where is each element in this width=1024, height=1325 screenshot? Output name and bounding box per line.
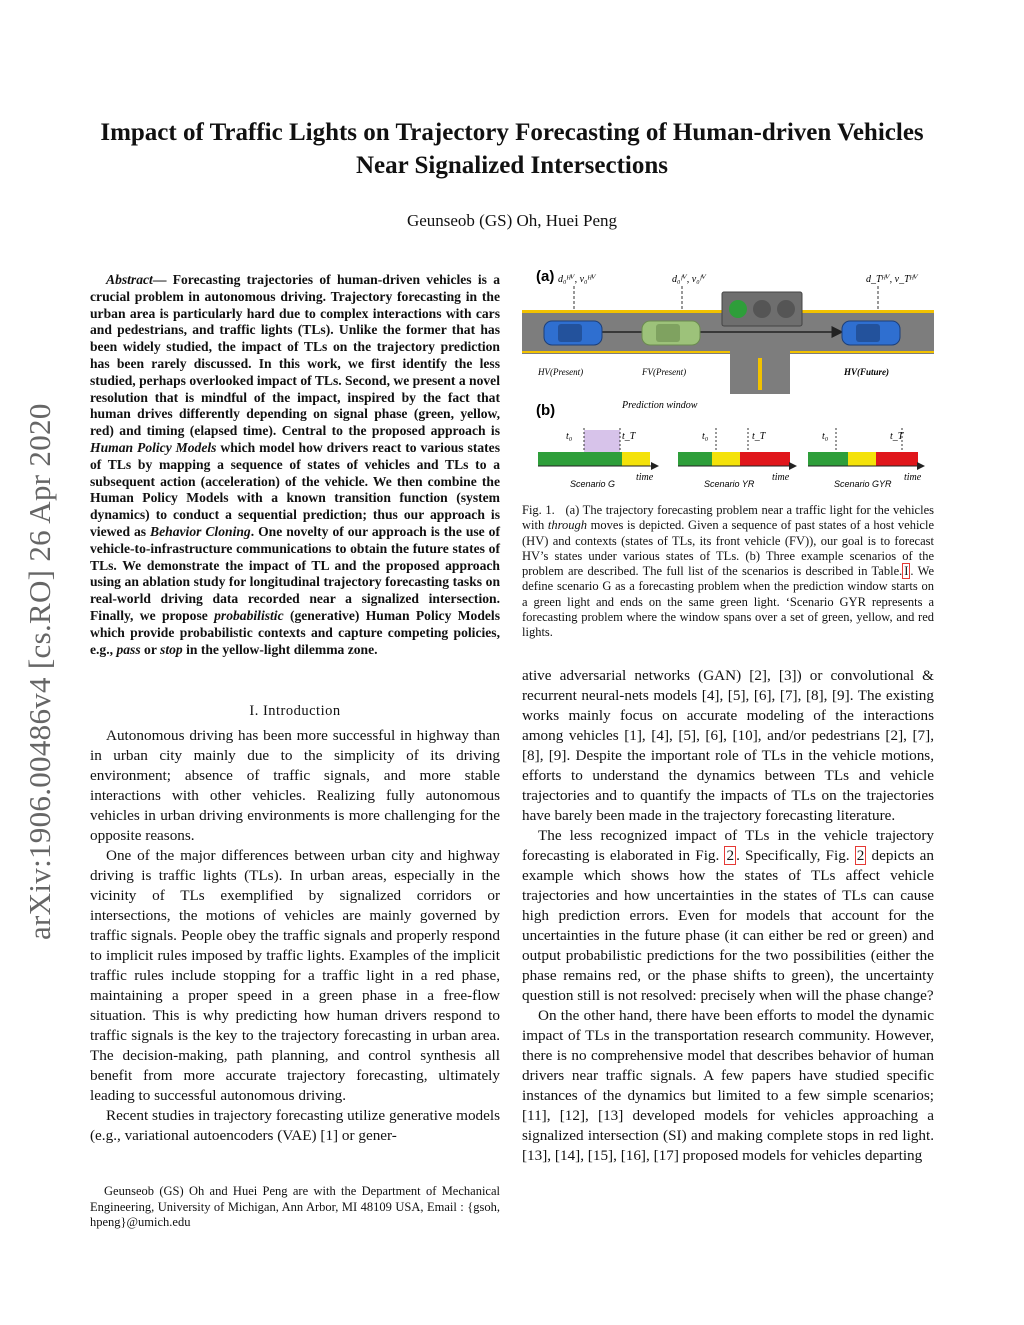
tT-label: t_T [622,431,636,442]
hv-present-label: HV(Present) [538,367,584,377]
caption-text-1: (a) The trajectory forecasting problem near a traffic light for the vehicles with [522,503,934,533]
abstract-pass: pass [116,641,141,657]
arxiv-identifier: arXiv:1906.00486v4 [cs.RO] 26 Apr 2020 [22,403,57,940]
paragraph: Recent studies in trajectory forecasting utilize generative models (e.g., variational autoencoders (VAE) [1] or gener- [90,1107,500,1144]
paragraph: One of the major differences between urban city and highway driving is traffic lights (TLs). In urban areas, especially in the vicinity of TLs exemplified by signalized corridors or intersections, the motions of vehicles are mainly governed by traffic signals. People obey the traffic signals and properly respond to implicit rules imposed by traffic lights. Examples of the implicit traffic rules include stopping for a traffic light in a red phase, maintaining a proper speed in a green phase in a free-flow situation. This is why predicting how human drivers respond to traffic signals is the key to the trajectory forecasting in urban area. The decision-making, path planning, and control synthesis all benefit from more accurate trajectory forecasting, ultimately leading to successful autonomous driving. [90,847,500,1104]
tT-label: t_T [752,431,766,442]
fig-ref-link[interactable]: 2 [726,847,735,864]
paragraph-text: The less recognized impact of TLs in the vehicle trajectory forecasting is elaborated in Fig. [522,827,934,864]
abstract-text-4: (generative) Human Policy Models which provide probabilistic contexts and capture competing policies, e.g., [90,607,500,657]
prediction-window-label [621,400,698,411]
lane-line-bottom-left [522,351,730,353]
paragraph: Autonomous driving has been more successful in highway than in urban city mainly due to the simplicity of its driving environment; absence of traffic signals, and more stable interactions with other vehicles. Realizing fully autonomous vehicles in urban driving environments is more challenging for the opposite reasons. [90,727,500,844]
t0-label: t₀ [566,431,573,442]
scenario-g-green-phase [538,452,622,466]
caption-text-2: moves is depicted. Given a sequence of past states of a host vehicle (HV) and contexts (states of TLs, its front vehicle (FV)), our goal is to forecast HV’s states under various states of TLs. (b) Three example scenarios of the problem are described. The full list of the scenarios is described in Table. [522,518,935,579]
table-ref-link[interactable]: I [904,564,909,579]
traffic-light-yellow-off [753,300,771,318]
paragraph: On the other hand, there have been efforts to model the dynamic impact of TLs in the transportation research community. However, there is no comprehensive model that describes behavior of human drivers near traffic signals. A few papers have studied specific instances of the dynamics but limited to a few simple scenarios; [11], [12], [13] developed models for vehicles approaching a signalized intersection (SI) and making complete stops in red light. [13], [14], [15], [16], [17] proposed models for vehicles departing [522,1007,934,1164]
lane-line-bottom-right [790,351,934,353]
time-label: time [772,472,790,483]
time-label: time [636,472,654,483]
paper-title: Impact of Traffic Lights on Trajectory Forecasting of Human-driven Vehicles Near Signalized Intersections [100,119,924,179]
caption-through: through [547,518,588,533]
footnote-text: Geunseob (GS) Oh and Huei Peng are with the Department of Mechanical Engineering, University of Michigan, Ann Arbor, MI 48109 USA, Email : {gsoh, hpeng}@umich.edu [90,1184,500,1229]
hv-future-label: HV(Future) [844,367,890,377]
section-heading-introduction: I. Introduction [249,703,341,719]
paragraph-text: depicts an example which shows how the states of TLs affect vehicle trajectories and how uncertainties in the states of TLs can cause high prediction errors. Even for models that account for the uncertainties in the future phase (it can either be red or green) and output probabilistic predictions for the two possibilities (either the phase remains red, or the phase shifts to green), the uncertainty question still is not resolved: precisely when will the phase change? [522,847,935,1004]
figure-caption [522,503,934,641]
fv-present-car-icon [642,321,700,345]
abstract-text-5: in the yellow-light dilemma zone. [186,641,378,657]
t0-label: t₀ [702,431,709,442]
hv-future-state-label: d_Tᴴⱽ, v_Tᴴⱽ [866,274,918,285]
traffic-light-green [729,300,747,318]
time-label: time [904,472,922,483]
abstract-text-2: which model how drivers react to various states of TLs by mapping a sequence of states of vehicles and TLs to a subsequent action (acceleration) of the vehicle. We then combine the Human Policy Models with a known transition function (system dynamics) to conduct a sequential prediction; thus our approach is viewed as [90,439,500,539]
abstract-text-3: . One novelty of our approach is the use of vehicle-to-infrastructure communications to obtain the future states of TLs. We demonstrate the impact of TL and the proposed approach using an ablation study for longitudinal trajectory forecasting tasks on real-world driving data recorded near a signalized intersection. Finally, we propose [90,523,500,623]
abstract-stop: stop [160,641,183,657]
figure-label-b: (b) [536,402,556,419]
tT-label: t_T [890,431,904,442]
figure-label-a: (a) [536,268,555,285]
hv-present-car-icon [544,321,602,345]
caption-prefix: Fig. 1. [522,503,555,517]
abstract-or: or [144,641,157,657]
left-column-body [90,726,500,1146]
scenario-gyr-timeline [808,428,924,489]
scenario-yr-label: Scenario YR [704,479,755,489]
right-column-body [522,666,934,1166]
authors: Geunseob (GS) Oh, Huei Peng [406,211,618,230]
scenario-yr-red-phase [740,452,790,466]
scenario-gyr-red-phase [876,452,918,466]
traffic-light-red-off [777,300,795,318]
scenario-yr-yellow-phase [712,452,740,466]
fv-initial-state-label: d₀ᶠⱽ, v₀ᶠⱽ [672,274,706,285]
scenario-gyr-yellow-phase [848,452,876,466]
abstract-hpm: Human Policy Models [90,439,217,455]
paragraph [522,826,934,1006]
scenario-g-label: Scenario G [570,479,616,489]
prediction-window-shade [584,430,620,452]
scenario-gyr-label: Scenario GYR [834,479,892,489]
hv-future-car-icon [842,321,900,345]
scenario-yr-green-phase [678,452,712,466]
abstract-prob: probabilistic [214,607,284,623]
abstract [90,272,500,658]
t0-label: t₀ [822,431,829,442]
footnote [90,1184,500,1231]
scenario-g-yellow-phase [622,452,650,466]
fv-present-label: FV(Present) [642,367,687,377]
abstract-label: Abstract [106,272,153,287]
caption-text-3: . We define scenario G as a forecasting problem when the prediction window starts on a green light and ends on the same green light. ‘Scenario GYR represents a forecasting problem where the window spans over a set of green, yellow, and red lights. [522,564,934,640]
scenario-gyr-green-phase [808,452,848,466]
abstract-text-1: Forecasting trajectories of human-driven vehicles is a crucial problem in autonomous driving. Trajectory forecasting in the urban area is particularly hard due to complex interactions with cars and pedestrians, and traffic lights (TLs). Unlike the former that has been widely studied, the impact of TLs on the trajectory prediction has been rarely discussed. In this work, we first identify the less studied, perhaps overlooked impact of TLs. Second, we present a novel resolution that is mindful of the impact, inspired by the fact that human drives differently depending on signal phase (green, yellow, red) and timing (elapsed time). Central to the proposed approach is [90,272,500,439]
lane-line-vertical [758,358,762,390]
fig-ref-link[interactable]: 2 [856,847,865,864]
figure-1 [522,262,934,494]
prediction-window-text: Prediction window [622,400,698,411]
hv-initial-state-label: d₀ᴴⱽ, v₀ᴴⱽ [558,274,596,285]
scenario-yr-timeline [678,428,796,489]
paragraph-text: . Specifically, Fig. [736,847,850,864]
abstract-dash: — [152,272,167,287]
paragraph: ative adversarial networks (GAN) [2], [3]) or convolutional & recurrent neural-nets models [4], [5], [6], [7], [8], [9]. The existing works mainly focus on accurate modeling of the interactions among vehicles [1], [4], [5], [6], [10], and/or pedestrians [2], [7], [8], [9]. Despite the important role of TLs in the vehicle motions, efforts to understand the dynamics between TLs and vehicle trajectories and to quantify the impacts of TLs on the trajectories have barely been made in the trajectory forecasting literature. [522,667,934,824]
abstract-bc: Behavior Cloning [150,523,251,539]
